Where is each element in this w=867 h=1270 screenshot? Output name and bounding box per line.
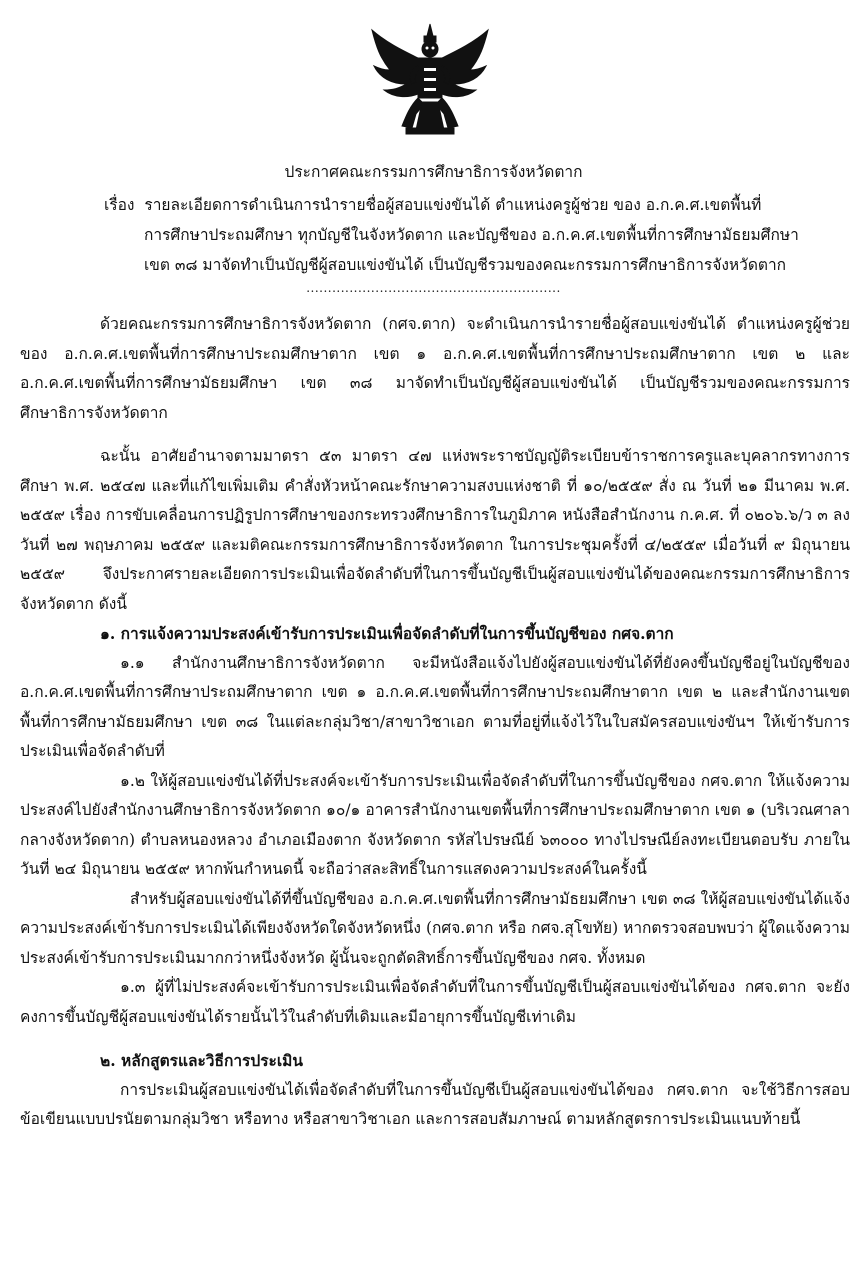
garuda-emblem-icon [366, 22, 494, 140]
announcement-title: ประกาศคณะกรรมการศึกษาธิการจังหวัดตาก [284, 163, 583, 181]
authority-paragraph: ฉะนั้น อาศัยอำนาจตามมาตรา ๕๓ มาตรา ๔๗ แห่งพระราชบัญญัติระเบียบข้าราชการครูและบุคลากรทางการศึกษา พ.ศ. ๒๕๔๗ และที่แก้ไขเพิ่มเติม คำสั่งหัวหน้าคณะรักษาความสงบแห่งชาติ ที่ ๑๐/๒๕๕๙ สั่ง ณ วันที่ ๒๑ มีนาคม พ.ศ. ๒๕๕๙ เรื่อง การขับเคลื่อนการปฏิรูปการศึกษาของกระทรวงศึกษาธิการในภูมิภาค หนังสือสำนักงาน ก.ค.ศ. ที่ ๐๒๐๖.๖/ว ๓ ลงวันที่ ๒๗ พฤษภาคม ๒๕๕๙ และมติคณะกรรมการศึกษาธิการจังหวัดตาก ในการประชุมครั้งที่ ๔/๒๕๕๙ เมื่อวันที่ ๙ มิถุนายน ๒๕๕๙ จึงประกาศรายละเอียดการประเมินเพื่อจัดลำดับที่ในการขึ้นบัญชีเป็นผู้สอบแข่งขันได้ของคณะกรรมการศึกษาธิการจังหวัดตาก ดังนี้ [20, 447, 850, 613]
subject-text-1: รายละเอียดการดำเนินการนำรายชื่อผู้สอบแข่งขันได้ ตำแหน่งครูผู้ช่วย ของ อ.ก.ค.ศ.เขตพื้นที่ [144, 196, 762, 214]
section-1-1-paragraph: ๑.๑ สำนักงานศึกษาธิการจังหวัดตาก จะมีหนังสือแจ้งไปยังผู้สอบแข่งขันได้ที่ยังคงขึ้นบัญชีอยู่ในบัญชีของ อ.ก.ค.ศ.เขตพื้นที่การศึกษาประถมศึกษาตาก เขต ๑ อ.ก.ค.ศ.เขตพื้นที่การศึกษาประถมศึกษาตาก เขต ๒ และสำนักงานเขตพื้นที่การศึกษามัธยมศึกษา เขต ๓๘ ในแต่ละกลุ่มวิชา/สาขาวิชาเอก ตามที่อยู่ที่แจ้งไว้ในใบสมัครสอบแข่งขันฯ ให้เข้ารับการประเมินเพื่อจัดลำดับที่ [20, 653, 850, 760]
intro-paragraph: ด้วยคณะกรรมการศึกษาธิการจังหวัดตาก (กศจ.ตาก) จะดำเนินการนำรายชื่อผู้สอบแข่งขันได้ ตำแหน่งครูผู้ช่วย ของ อ.ก.ค.ศ.เขตพื้นที่การศึกษาประถมศึกษาตาก เขต ๑ อ.ก.ค.ศ.เขตพื้นที่การศึกษาประถมศึกษาตาก เขต ๒ และ อ.ก.ค.ศ.เขตพื้นที่การศึกษามัธยมศึกษา เขต ๓๘ มาจัดทำเป็นบัญชีผู้สอบแข่งขันได้ เป็นบัญชีรวมของคณะกรรมการศึกษาธิการจังหวัดตาก [20, 315, 850, 422]
section-2-paragraph: การประเมินผู้สอบแข่งขันได้เพื่อจัดลำดับที่ในการขึ้นบัญชีเป็นผู้สอบแข่งขันได้ของ กศจ.ตาก จะใช้วิธีการสอบข้อเขียนแบบปรนัยตามกลุ่มวิชา หรือทาง หรือสาขาวิชาเอก และการสอบสัมภาษณ์ ตามหลักสูตรการประเมินแนบท้ายนี้ [20, 1080, 850, 1128]
separator-dots: ........................................................... [306, 281, 561, 295]
subject-label: เรื่อง [104, 196, 135, 214]
subject-block [104, 190, 834, 280]
section-1-3-paragraph: ๑.๓ ผู้ที่ไม่ประสงค์จะเข้ารับการประเมินเพื่อจัดลำดับที่ในการขึ้นบัญชีเป็นผู้สอบแข่งขันได้ของ กศจ.ตาก จะยังคงการขึ้นบัญชีผู้สอบแข่งขันได้รายนั้นไว้ในลำดับที่เดิมและมีอายุการขึ้นบัญชีเท่าเดิม [20, 978, 850, 1026]
subject-line-1 [104, 190, 834, 220]
section-1-heading: ๑. การแจ้งความประสงค์เข้ารับการประเมินเพื่อจัดลำดับที่ในการขึ้นบัญชีของ กศจ.ตาก [100, 624, 674, 643]
subject-line-3: เขต ๓๘ มาจัดทำเป็นบัญชีผู้สอบแข่งขันได้ เป็นบัญชีรวมของคณะกรรมการศึกษาธิการจังหวัดตาก [144, 256, 787, 274]
subject-line-2: การศึกษาประถมศึกษา ทุกบัญชีในจังหวัดตาก และบัญชีของ อ.ก.ค.ศ.เขตพื้นที่การศึกษามัธยมศึกษา [144, 226, 799, 244]
section-1-2-paragraph: ๑.๒ ให้ผู้สอบแข่งขันได้ที่ประสงค์จะเข้ารับการประเมินเพื่อจัดลำดับที่ในการขึ้นบัญชีของ กศจ.ตาก ให้แจ้งความประสงค์ไปยังสำนักงานศึกษาธิการจังหวัดตาก ๑๐/๑ อาคารสำนักงานเขตพื้นที่การศึกษาประถมศึกษาตาก เขต ๑ (บริเวณศาลากลางจังหวัดตาก) ตำบลหนองหลวง อำเภอเมืองตาก จังหวัดตาก รหัสไปรษณีย์ ๖๓๐๐๐ ทางไปรษณีย์ลงทะเบียนตอบรับ ภายในวันที่ ๒๔ มิถุนายน ๒๕๕๙ หากพ้นกำหนดนี้ จะถือว่าสละสิทธิ์ในการแสดงความประสงค์ในครั้งนี้ [20, 771, 850, 878]
document-body [20, 310, 850, 1135]
section-2-heading: ๒. หลักสูตรและวิธีการประเมิน [100, 1051, 303, 1070]
section-1-2-note-paragraph: สำหรับผู้สอบแข่งขันได้ที่ขึ้นบัญชีของ อ.ก.ค.ศ.เขตพื้นที่การศึกษามัธยมศึกษา เขต ๓๘ ให้ผู้สอบแข่งขันได้แจ้งความประสงค์เข้ารับการประเมินได้เพียงจังหวัดใดจังหวัดหนึ่ง (กศจ.ตาก หรือ กศจ.สุโขทัย) หากตรวจสอบพบว่า ผู้ใดแจ้งความประสงค์เข้ารับการประเมินมากกว่าหนึ่งจังหวัด ผู้นั้นจะถูกตัดสิทธิ์การขึ้นบัญชีของ กศจ. ทั้งหมด [20, 889, 850, 967]
